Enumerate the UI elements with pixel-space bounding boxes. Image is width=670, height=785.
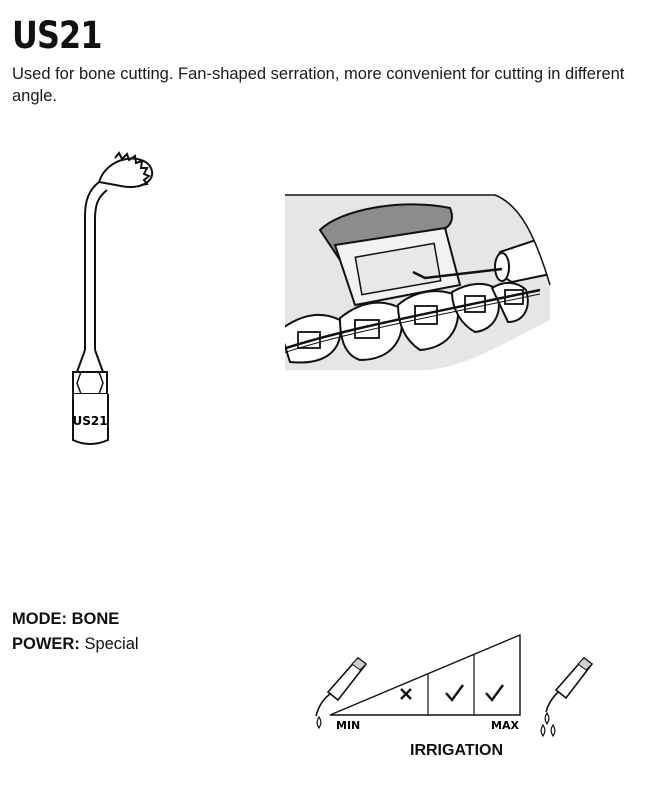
tip-marking: US21 [72,414,108,428]
hex-connector [73,372,107,394]
mode-label: MODE: [12,610,67,628]
power-label: POWER: [12,635,80,653]
power-value: Special [84,635,139,653]
power-spec [12,635,139,654]
serrated-head-icon [99,153,152,187]
tip-illustration [55,150,165,450]
max-label: MAX [491,719,519,732]
handpiece-min-icon [316,658,366,728]
mode-value: BONE [71,610,120,628]
irrigation-diagram [300,630,600,745]
clinical-illustration [280,190,560,375]
handpiece-max-icon [541,658,592,736]
product-description: Used for bone cutting. Fan-shaped serration, more convenient for cutting in different angle. [12,65,625,105]
mode-spec [12,610,119,629]
irrigation-scale [330,635,520,715]
min-label: MIN [336,719,361,732]
product-title: US21 [12,14,102,57]
irrigation-title: IRRIGATION [410,742,504,759]
